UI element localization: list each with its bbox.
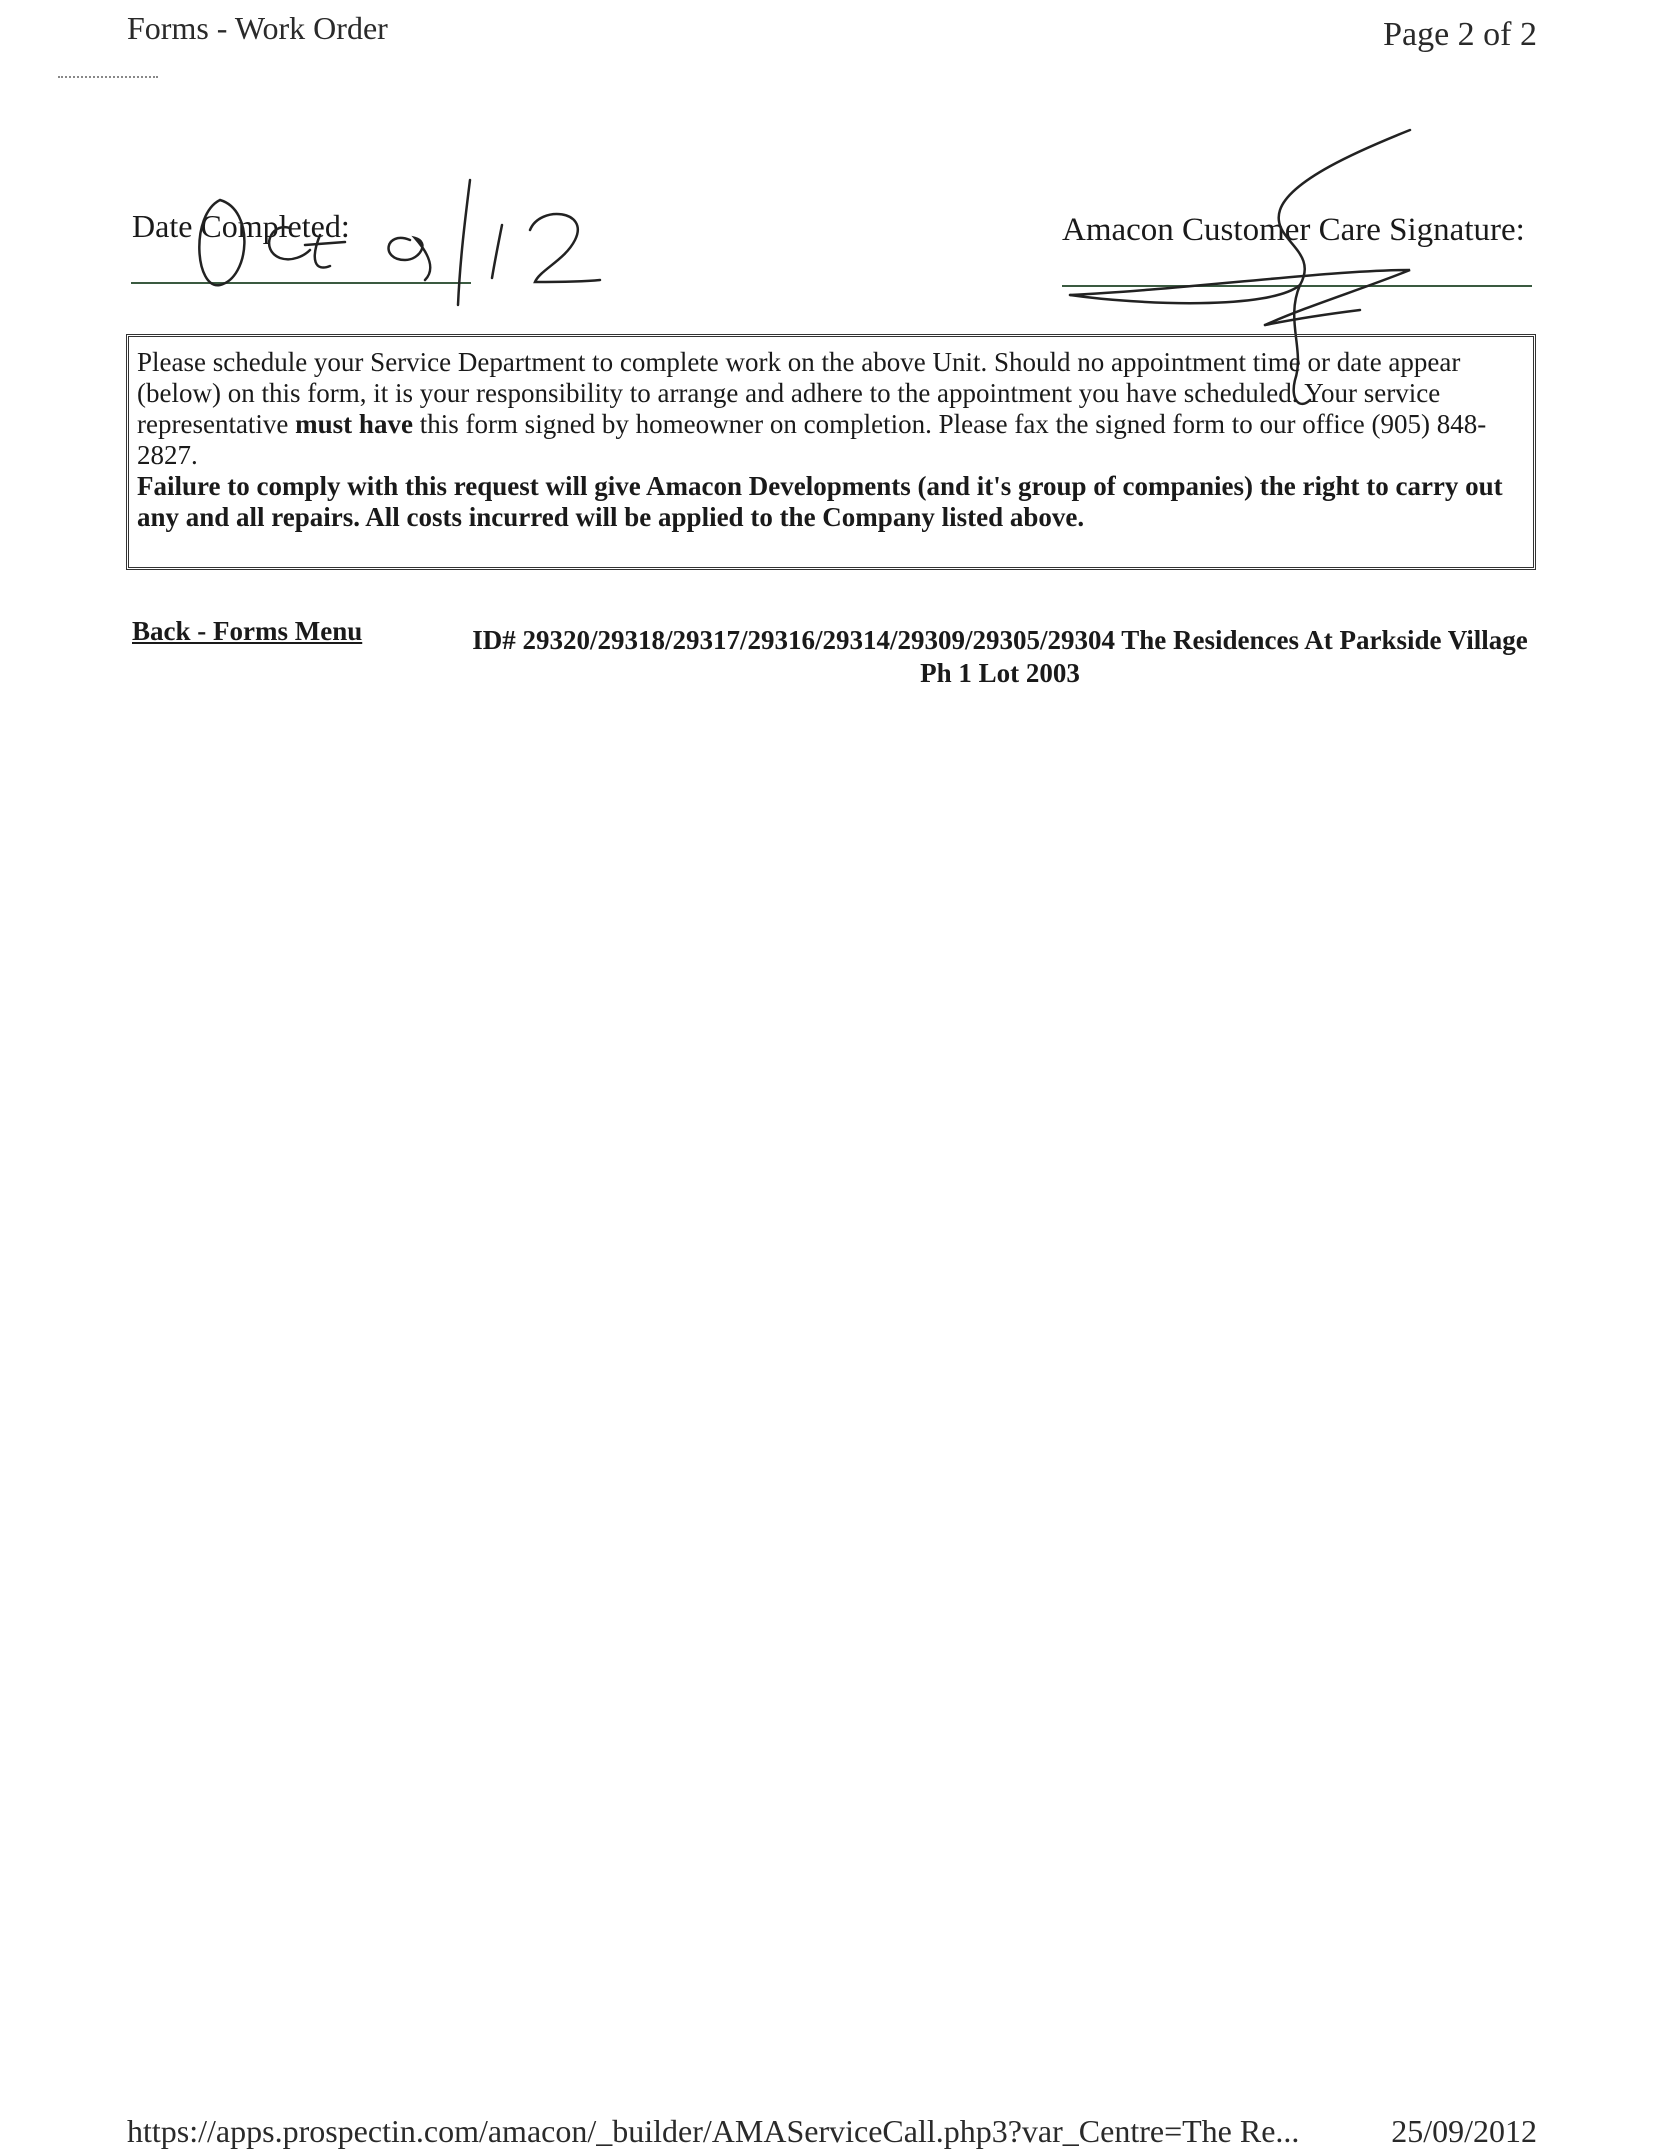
date-completed-label: Date Completed:: [132, 208, 350, 244]
notice-emphasis: must have: [295, 409, 413, 439]
notice-warning: Failure to comply with this request will give Amacon Developments (and it's group of companies) the right to carry out any and all repairs. All costs incurred will be applied to the Company listed above.: [137, 471, 1503, 532]
notice-text-part2: this form signed by homeowner on completion. Please fax the signed form to our office (905) 848-2827.: [137, 409, 1487, 470]
page-number: Page 2 of 2: [1383, 16, 1537, 53]
scan-artifact: [58, 76, 158, 82]
notice-text-part1: Please schedule your Service Department to complete work on the above Unit. Should no appointment time or date appear (below) on this form, it is your responsibility to arrange and adhere to the appointment you have scheduled. Your service representative: [137, 347, 1461, 439]
footer-print-date: 25/09/2012: [1391, 2113, 1537, 2149]
back-forms-menu-link[interactable]: Back - Forms Menu: [132, 616, 363, 646]
record-id: ID# 29320/29318/29317/29316/29314/29309/29305/29304 The Residences At Parkside Village Ph 1 Lot 2003: [472, 625, 1528, 688]
document-title: Forms - Work Order: [127, 10, 388, 46]
handwritten-date: [180, 160, 620, 310]
footer-url: https://apps.prospectin.com/amacon/_builder/AMAServiceCall.php3?var_Centre=The Re...: [127, 2113, 1300, 2149]
signature-label: Amacon Customer Care Signature:: [1062, 212, 1525, 248]
service-notice-box: [126, 334, 1536, 570]
